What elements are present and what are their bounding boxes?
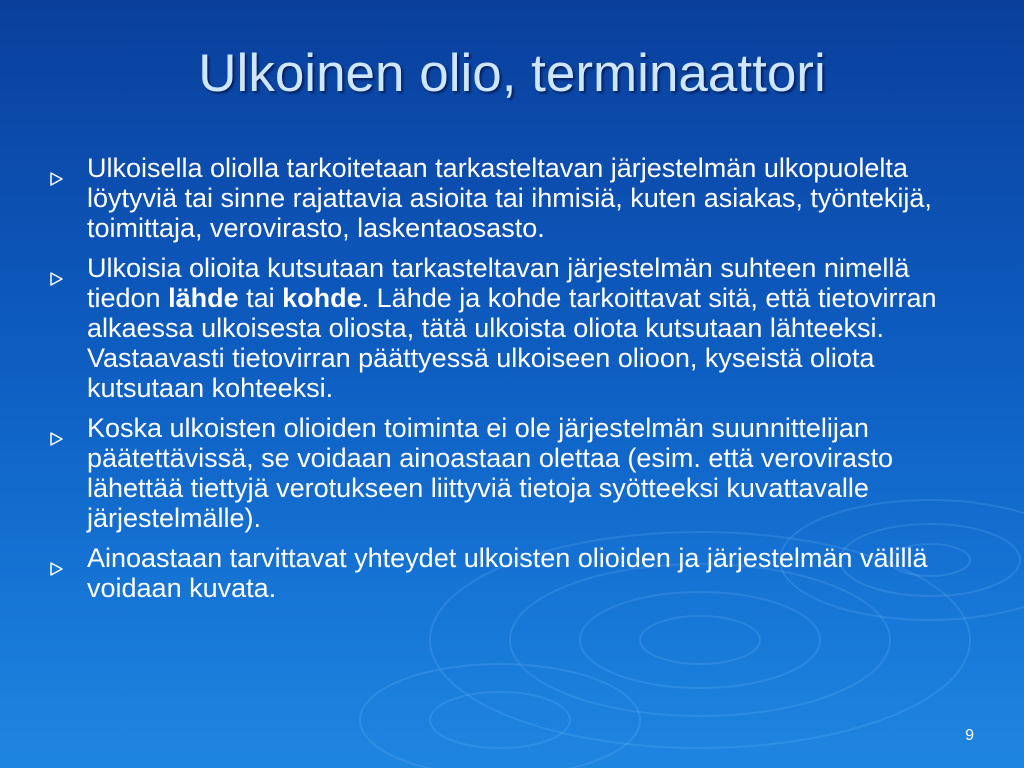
bullet-emphasis: lähde bbox=[168, 283, 239, 313]
bullet-text-run: Ulkoisella oliolla tarkoitetaan tarkasteltavan järjestelmän ulkopuolelta löytyviä tai sinne rajattavia asioita tai ihmisiä, kuten asiakas, työntekijä, toimittaja, verovirasto, laskentaosasto. bbox=[87, 153, 932, 243]
bullet-item bbox=[46, 413, 986, 533]
bullet-text bbox=[87, 253, 986, 403]
bullet-text-run: tai bbox=[238, 283, 283, 313]
bullet-list bbox=[46, 153, 986, 613]
bullet-text-run: Ainoastaan tarvittavat yhteydet ulkoisten olioiden ja järjestelmän välillä voidaan kuvata. bbox=[87, 543, 928, 603]
bullet-text bbox=[87, 543, 986, 603]
bullet-emphasis: kohde bbox=[282, 283, 362, 313]
bullet-text bbox=[87, 413, 986, 533]
bullet-text-run: Koska ulkoisten olioiden toiminta ei ole järjestelmän suunnittelijan päätettävissä, se voidaan ainoastaan olettaa (esim. että verovirasto lähettää tiettyjä verotukseen liittyviä tietoja syötteeksi kuvattavalle järjestelmälle). bbox=[87, 413, 893, 533]
arrow-bullet-icon bbox=[50, 422, 63, 452]
arrow-bullet-icon bbox=[50, 552, 63, 582]
arrow-bullet-icon bbox=[50, 262, 63, 292]
bullet-item bbox=[46, 543, 986, 603]
bullet-item bbox=[46, 253, 986, 403]
page-number: 9 bbox=[965, 727, 974, 744]
bullet-item bbox=[46, 153, 986, 243]
slide-title: Ulkoinen olio, terminaattori bbox=[198, 44, 826, 103]
bullet-text bbox=[87, 153, 986, 243]
bullet-text-run: Ulkoisia olioita kutsutaan tarkasteltavan järjestelmän suhteen nimellä tiedon bbox=[87, 253, 910, 313]
arrow-bullet-icon bbox=[50, 162, 63, 192]
bullet-text-run: . Lähde ja kohde tarkoittavat sitä, että tietovirran alkaessa ulkoisesta oliosta, tätä ulkoista oliota kutsutaan lähteeksi. Vastaavasti tietovirran päättyessä ulkoiseen olioon, kyseistä oliota kutsutaan kohteeksi. bbox=[87, 283, 937, 403]
